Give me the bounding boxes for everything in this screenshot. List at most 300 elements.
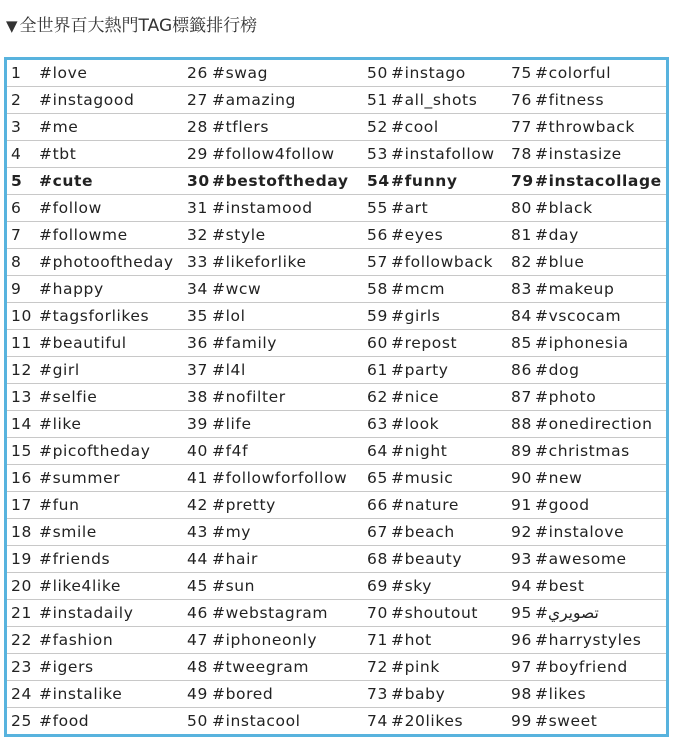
tag-rank: 42 bbox=[187, 496, 208, 514]
table-row bbox=[7, 114, 666, 141]
tag-rank: 91 bbox=[511, 496, 532, 514]
tag-rank: 4 bbox=[11, 145, 22, 163]
tag-cell bbox=[183, 411, 363, 438]
tag-cell bbox=[507, 222, 666, 249]
tag-rank: 79 bbox=[511, 172, 534, 190]
tag-rank: 31 bbox=[187, 199, 208, 217]
tag-rank: 59 bbox=[367, 307, 388, 325]
tag-rank: 54 bbox=[367, 172, 390, 190]
tag-cell bbox=[183, 276, 363, 303]
tag-cell bbox=[507, 546, 666, 573]
table-row bbox=[7, 546, 666, 573]
tag-label: #look bbox=[391, 415, 440, 433]
tag-label: #تصويري bbox=[535, 604, 599, 622]
tag-rank: 74 bbox=[367, 712, 388, 730]
tag-label: #makeup bbox=[535, 280, 615, 298]
tag-label: #l4l bbox=[212, 361, 246, 379]
tag-cell bbox=[7, 330, 183, 357]
tag-cell bbox=[183, 141, 363, 168]
tag-rank: 47 bbox=[187, 631, 208, 649]
page-title bbox=[6, 13, 257, 39]
tag-label: #pretty bbox=[212, 496, 276, 514]
table-row bbox=[7, 411, 666, 438]
tag-label: #awesome bbox=[535, 550, 627, 568]
tag-cell bbox=[7, 546, 183, 573]
tag-cell bbox=[507, 249, 666, 276]
tag-rank: 71 bbox=[367, 631, 388, 649]
tag-cell bbox=[183, 546, 363, 573]
tag-rank: 57 bbox=[367, 253, 388, 271]
tag-rank: 33 bbox=[187, 253, 208, 271]
tag-cell bbox=[363, 303, 507, 330]
tag-label: #instamood bbox=[212, 199, 313, 217]
tag-rank: 39 bbox=[187, 415, 208, 433]
tag-cell bbox=[363, 438, 507, 465]
tag-cell bbox=[183, 573, 363, 600]
tag-cell bbox=[183, 87, 363, 114]
tag-label: #hair bbox=[212, 550, 258, 568]
tag-rank: 34 bbox=[187, 280, 208, 298]
tag-rank: 15 bbox=[11, 442, 32, 460]
tag-label: #instacollage bbox=[535, 172, 662, 190]
tag-label: #instasize bbox=[535, 145, 622, 163]
tag-ranking-table bbox=[7, 60, 666, 734]
tag-label: #like bbox=[39, 415, 82, 433]
tag-rank: 80 bbox=[511, 199, 532, 217]
tag-rank: 66 bbox=[367, 496, 388, 514]
tag-label: #shoutout bbox=[391, 604, 479, 622]
tag-rank: 97 bbox=[511, 658, 532, 676]
tag-label: #sweet bbox=[535, 712, 598, 730]
table-row bbox=[7, 60, 666, 87]
tag-rank: 26 bbox=[187, 64, 208, 82]
table-row bbox=[7, 357, 666, 384]
tag-rank: 19 bbox=[11, 550, 32, 568]
tag-rank: 76 bbox=[511, 91, 532, 109]
tag-cell bbox=[507, 303, 666, 330]
tag-label: #beautiful bbox=[39, 334, 127, 352]
tag-cell bbox=[7, 168, 183, 195]
table-row bbox=[7, 303, 666, 330]
tag-rank: 38 bbox=[187, 388, 208, 406]
tag-cell bbox=[507, 654, 666, 681]
tag-rank: 49 bbox=[187, 685, 208, 703]
tag-cell bbox=[363, 654, 507, 681]
tag-rank: 56 bbox=[367, 226, 388, 244]
tag-cell bbox=[507, 573, 666, 600]
tag-cell bbox=[363, 60, 507, 87]
tag-cell bbox=[183, 627, 363, 654]
tag-cell bbox=[507, 276, 666, 303]
tag-label: #beach bbox=[391, 523, 455, 541]
tag-rank: 82 bbox=[511, 253, 532, 271]
tag-label: #music bbox=[391, 469, 454, 487]
tag-label: #baby bbox=[391, 685, 446, 703]
tag-rank: 17 bbox=[11, 496, 32, 514]
tag-cell bbox=[507, 411, 666, 438]
tag-rank: 1 bbox=[11, 64, 22, 82]
tag-rank: 43 bbox=[187, 523, 208, 541]
tag-rank: 68 bbox=[367, 550, 388, 568]
tag-cell bbox=[7, 114, 183, 141]
tag-cell bbox=[7, 384, 183, 411]
tag-rank: 72 bbox=[367, 658, 388, 676]
tag-cell bbox=[507, 600, 666, 627]
tag-cell bbox=[7, 465, 183, 492]
tag-cell bbox=[507, 195, 666, 222]
table-row bbox=[7, 276, 666, 303]
tag-label: #igers bbox=[39, 658, 94, 676]
tag-label: #blue bbox=[535, 253, 585, 271]
tag-label: #instadaily bbox=[39, 604, 134, 622]
tag-rank: 65 bbox=[367, 469, 388, 487]
triangle-down-icon: ▼ bbox=[6, 17, 18, 35]
tag-label: #day bbox=[535, 226, 579, 244]
tag-rank: 90 bbox=[511, 469, 532, 487]
tag-rank: 89 bbox=[511, 442, 532, 460]
tag-rank: 20 bbox=[11, 577, 32, 595]
tag-label: #cute bbox=[39, 172, 94, 190]
tag-cell bbox=[7, 222, 183, 249]
tag-cell bbox=[507, 141, 666, 168]
tag-rank: 67 bbox=[367, 523, 388, 541]
tag-cell bbox=[363, 492, 507, 519]
tag-cell bbox=[363, 708, 507, 735]
tag-cell bbox=[7, 438, 183, 465]
tag-cell bbox=[183, 303, 363, 330]
tag-cell bbox=[7, 357, 183, 384]
tag-cell bbox=[7, 141, 183, 168]
tag-cell bbox=[507, 114, 666, 141]
tag-cell bbox=[7, 708, 183, 735]
tag-rank: 10 bbox=[11, 307, 32, 325]
tag-label: #art bbox=[391, 199, 429, 217]
tag-label: #colorful bbox=[535, 64, 612, 82]
tag-label: #follow4follow bbox=[212, 145, 335, 163]
tag-label: #likeforlike bbox=[212, 253, 307, 271]
tag-label: #best bbox=[535, 577, 585, 595]
tag-rank: 30 bbox=[187, 172, 210, 190]
tag-cell bbox=[183, 600, 363, 627]
tag-label: #fashion bbox=[39, 631, 114, 649]
tag-cell bbox=[363, 357, 507, 384]
tag-cell bbox=[363, 384, 507, 411]
tag-rank: 16 bbox=[11, 469, 32, 487]
tag-label: #life bbox=[212, 415, 252, 433]
tag-label: #summer bbox=[39, 469, 121, 487]
page-title-text: 全世界百大熱門TAG標籤排行榜 bbox=[19, 16, 258, 36]
tag-cell bbox=[363, 330, 507, 357]
tag-rank: 2 bbox=[11, 91, 22, 109]
tag-label: #sky bbox=[391, 577, 433, 595]
tag-rank: 27 bbox=[187, 91, 208, 109]
tag-label: #picoftheday bbox=[39, 442, 151, 460]
tag-rank: 73 bbox=[367, 685, 388, 703]
tag-label: #dog bbox=[535, 361, 580, 379]
tag-label: #sun bbox=[212, 577, 256, 595]
tag-label: #instagood bbox=[39, 91, 135, 109]
tag-rank: 37 bbox=[187, 361, 208, 379]
tag-rank: 69 bbox=[367, 577, 388, 595]
tag-rank: 58 bbox=[367, 280, 388, 298]
tag-label: #wcw bbox=[212, 280, 262, 298]
tag-label: #mcm bbox=[391, 280, 446, 298]
tag-label: #friends bbox=[39, 550, 111, 568]
tag-cell bbox=[363, 249, 507, 276]
tag-label: #vscocam bbox=[535, 307, 622, 325]
tag-label: #20likes bbox=[391, 712, 464, 730]
tag-label: #family bbox=[212, 334, 278, 352]
tag-rank: 36 bbox=[187, 334, 208, 352]
tag-label: #girls bbox=[391, 307, 441, 325]
tag-label: #follow bbox=[39, 199, 102, 217]
tag-rank: 40 bbox=[187, 442, 208, 460]
tag-cell bbox=[7, 681, 183, 708]
tag-label: #happy bbox=[39, 280, 104, 298]
tag-ranking-table-frame bbox=[4, 57, 669, 737]
tag-label: #eyes bbox=[391, 226, 444, 244]
tag-rank: 81 bbox=[511, 226, 532, 244]
tag-label: #night bbox=[391, 442, 448, 460]
tag-cell bbox=[507, 384, 666, 411]
tag-cell bbox=[183, 330, 363, 357]
tag-rank: 14 bbox=[11, 415, 32, 433]
tag-rank: 87 bbox=[511, 388, 532, 406]
table-row bbox=[7, 519, 666, 546]
tag-cell bbox=[507, 87, 666, 114]
tag-cell bbox=[363, 519, 507, 546]
tag-rank: 5 bbox=[11, 172, 23, 190]
tag-cell bbox=[507, 708, 666, 735]
tag-label: #photo bbox=[535, 388, 597, 406]
tag-rank: 95 bbox=[511, 604, 532, 622]
tag-cell bbox=[507, 465, 666, 492]
tag-rank: 96 bbox=[511, 631, 532, 649]
tag-cell bbox=[363, 195, 507, 222]
tag-cell bbox=[363, 600, 507, 627]
tag-label: #food bbox=[39, 712, 90, 730]
tag-cell bbox=[363, 546, 507, 573]
tag-cell bbox=[7, 87, 183, 114]
tag-cell bbox=[7, 600, 183, 627]
tag-rank: 24 bbox=[11, 685, 32, 703]
tag-label: #instalike bbox=[39, 685, 123, 703]
tag-cell bbox=[363, 627, 507, 654]
tag-cell bbox=[183, 465, 363, 492]
tag-label: #lol bbox=[212, 307, 246, 325]
tag-rank: 18 bbox=[11, 523, 32, 541]
tag-cell bbox=[507, 627, 666, 654]
table-row bbox=[7, 87, 666, 114]
tag-rank: 75 bbox=[511, 64, 532, 82]
tag-label: #swag bbox=[212, 64, 269, 82]
tag-label: #webstagram bbox=[212, 604, 329, 622]
tag-rank: 60 bbox=[367, 334, 388, 352]
table-row bbox=[7, 654, 666, 681]
tag-label: #tbt bbox=[39, 145, 77, 163]
tag-cell bbox=[7, 303, 183, 330]
tag-cell bbox=[7, 573, 183, 600]
tag-label: #girl bbox=[39, 361, 80, 379]
tag-rank: 99 bbox=[511, 712, 532, 730]
tag-label: #christmas bbox=[535, 442, 630, 460]
tag-rank: 46 bbox=[187, 604, 208, 622]
tag-rank: 94 bbox=[511, 577, 532, 595]
tag-label: #instafollow bbox=[391, 145, 495, 163]
tag-cell bbox=[363, 573, 507, 600]
tag-rank: 86 bbox=[511, 361, 532, 379]
tag-cell bbox=[183, 357, 363, 384]
tag-rank: 92 bbox=[511, 523, 532, 541]
tag-cell bbox=[183, 195, 363, 222]
tag-cell bbox=[363, 276, 507, 303]
tag-rank: 25 bbox=[11, 712, 32, 730]
tag-label: #cool bbox=[391, 118, 439, 136]
tag-label: #tflers bbox=[212, 118, 270, 136]
tag-label: #love bbox=[39, 64, 88, 82]
tag-cell bbox=[183, 384, 363, 411]
tag-rank: 63 bbox=[367, 415, 388, 433]
tag-cell bbox=[507, 357, 666, 384]
tag-label: #iphoneonly bbox=[212, 631, 318, 649]
table-row bbox=[7, 681, 666, 708]
tag-cell bbox=[363, 141, 507, 168]
tag-cell bbox=[7, 411, 183, 438]
table-row bbox=[7, 627, 666, 654]
tag-rank: 44 bbox=[187, 550, 208, 568]
table-row bbox=[7, 330, 666, 357]
tag-label: #repost bbox=[391, 334, 458, 352]
tag-cell bbox=[183, 708, 363, 735]
tag-rank: 62 bbox=[367, 388, 388, 406]
tag-label: #all_shots bbox=[391, 91, 478, 109]
tag-label: #funny bbox=[391, 172, 458, 190]
tag-rank: 88 bbox=[511, 415, 532, 433]
tag-label: #likes bbox=[535, 685, 587, 703]
tag-cell bbox=[7, 492, 183, 519]
tag-label: #instalove bbox=[535, 523, 625, 541]
tag-rank: 48 bbox=[187, 658, 208, 676]
tag-cell bbox=[507, 519, 666, 546]
tag-label: #followforfollow bbox=[212, 469, 348, 487]
tag-cell bbox=[507, 168, 666, 195]
tag-rank: 93 bbox=[511, 550, 532, 568]
tag-label: #black bbox=[535, 199, 593, 217]
table-row bbox=[7, 195, 666, 222]
tag-rank: 6 bbox=[11, 199, 22, 217]
tag-rank: 9 bbox=[11, 280, 22, 298]
tag-label: #instacool bbox=[212, 712, 301, 730]
tag-label: #tagsforlikes bbox=[39, 307, 150, 325]
tag-rank: 21 bbox=[11, 604, 32, 622]
tag-rank: 52 bbox=[367, 118, 388, 136]
table-row bbox=[7, 384, 666, 411]
tag-cell bbox=[7, 195, 183, 222]
tag-rank: 51 bbox=[367, 91, 388, 109]
tag-ranking-table-body bbox=[7, 60, 666, 734]
tag-rank: 28 bbox=[187, 118, 208, 136]
tag-rank: 98 bbox=[511, 685, 532, 703]
tag-cell bbox=[363, 168, 507, 195]
tag-cell bbox=[363, 411, 507, 438]
table-row bbox=[7, 492, 666, 519]
tag-cell bbox=[183, 114, 363, 141]
tag-rank: 13 bbox=[11, 388, 32, 406]
tag-cell bbox=[363, 87, 507, 114]
tag-rank: 50 bbox=[367, 64, 388, 82]
table-row bbox=[7, 708, 666, 735]
tag-label: #good bbox=[535, 496, 590, 514]
table-row bbox=[7, 222, 666, 249]
tag-label: #f4f bbox=[212, 442, 249, 460]
table-row bbox=[7, 168, 666, 195]
tag-label: #party bbox=[391, 361, 449, 379]
tag-label: #nature bbox=[391, 496, 459, 514]
tag-rank: 35 bbox=[187, 307, 208, 325]
tag-label: #throwback bbox=[535, 118, 635, 136]
tag-label: #amazing bbox=[212, 91, 296, 109]
tag-cell bbox=[7, 627, 183, 654]
table-row bbox=[7, 573, 666, 600]
tag-cell bbox=[183, 438, 363, 465]
tag-rank: 32 bbox=[187, 226, 208, 244]
tag-cell bbox=[507, 438, 666, 465]
tag-cell bbox=[507, 681, 666, 708]
tag-rank: 83 bbox=[511, 280, 532, 298]
table-row bbox=[7, 465, 666, 492]
tag-cell bbox=[7, 519, 183, 546]
tag-rank: 12 bbox=[11, 361, 32, 379]
tag-label: #pink bbox=[391, 658, 440, 676]
tag-rank: 3 bbox=[11, 118, 22, 136]
tag-cell bbox=[183, 249, 363, 276]
tag-rank: 78 bbox=[511, 145, 532, 163]
tag-rank: 45 bbox=[187, 577, 208, 595]
tag-cell bbox=[183, 681, 363, 708]
tag-rank: 8 bbox=[11, 253, 22, 271]
tag-rank: 70 bbox=[367, 604, 388, 622]
tag-cell bbox=[7, 654, 183, 681]
tag-label: #onedirection bbox=[535, 415, 653, 433]
tag-label: #nice bbox=[391, 388, 440, 406]
tag-label: #photooftheday bbox=[39, 253, 174, 271]
tag-label: #smile bbox=[39, 523, 97, 541]
tag-label: #boyfriend bbox=[535, 658, 628, 676]
tag-rank: 11 bbox=[11, 334, 32, 352]
tag-label: #my bbox=[212, 523, 252, 541]
tag-label: #followback bbox=[391, 253, 494, 271]
tag-label: #fun bbox=[39, 496, 80, 514]
tag-label: #instago bbox=[391, 64, 466, 82]
tag-cell bbox=[183, 519, 363, 546]
tag-rank: 22 bbox=[11, 631, 32, 649]
tag-rank: 41 bbox=[187, 469, 208, 487]
tag-cell bbox=[7, 249, 183, 276]
tag-cell bbox=[183, 168, 363, 195]
tag-label: #new bbox=[535, 469, 583, 487]
tag-rank: 77 bbox=[511, 118, 532, 136]
tag-rank: 64 bbox=[367, 442, 388, 460]
tag-label: #harrystyles bbox=[535, 631, 642, 649]
tag-label: #bored bbox=[212, 685, 274, 703]
tag-rank: 55 bbox=[367, 199, 388, 217]
tag-cell bbox=[183, 222, 363, 249]
tag-label: #tweegram bbox=[212, 658, 310, 676]
table-row bbox=[7, 600, 666, 627]
tag-label: #style bbox=[212, 226, 266, 244]
tag-cell bbox=[363, 681, 507, 708]
tag-cell bbox=[363, 222, 507, 249]
